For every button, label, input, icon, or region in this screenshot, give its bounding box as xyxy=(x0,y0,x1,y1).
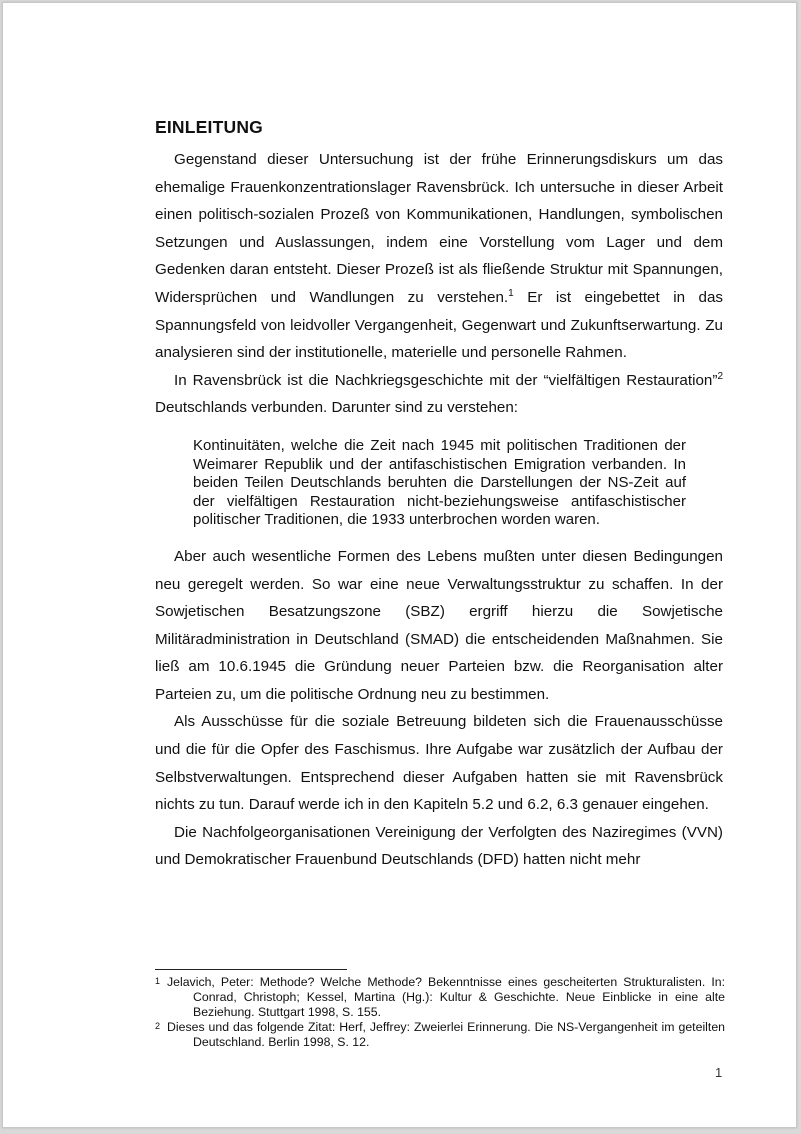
footnote-ref[interactable]: 1 xyxy=(508,287,514,299)
paragraph-text: Deutschlands verbunden. Darunter sind zu verstehen: xyxy=(155,399,519,417)
paragraph-restauration xyxy=(155,367,723,422)
footnote-text: Dieses und das folgende Zitat: Herf, Jeffrey: Zweierlei Erinnerung. Die NS-Vergangenheit im geteilten Deutschland. Berlin 1998, S. 12. xyxy=(167,1020,725,1049)
paragraph-nachfolge: Die Nachfolgeorganisationen Vereinigung der Verfolgten des Naziregimes (VVN) und Demokratischer Frauenbund Deutschlands (DFD) hatten nicht mehr xyxy=(155,823,723,869)
page-content xyxy=(155,117,723,874)
page-number: 1 xyxy=(715,1065,723,1080)
footnote-number: 2 xyxy=(155,1021,161,1031)
footnotes xyxy=(155,975,725,1050)
footnote xyxy=(155,1020,725,1050)
document-page xyxy=(2,2,797,1128)
paragraph-text: Gegenstand dieser Untersuchung ist der frühe Erinnerungsdiskurs um das ehemalige Frauenkonzentrationslager Ravensbrück. Ich untersuche in dieser Arbeit einen politisch-sozialen Prozeß von Kommunikationen, Handlungen, symbolischen Setzungen und Auslassungen, indem eine Vorstellung vom Lager und dem Gedenken daran entsteht. Dieser Prozeß ist als fließende Struktur mit Spannungen, Widersprüchen und Wandlungen zu verstehen. xyxy=(155,151,723,306)
paragraph-text: Er ist eingebettet in das Spannungsfeld von leidvoller Vergangenheit, Gegenwart und Zukunftserwartung. Zu analysieren sind der institutionelle, materielle und personelle Rahmen. xyxy=(155,288,723,362)
footnote-number: 1 xyxy=(155,976,161,986)
paragraph-ausschuesse: Als Ausschüsse für die soziale Betreuung bildeten sich die Frauenausschüsse und die für die Opfer des Faschismus. Ihre Aufgabe war zusätzlich der Aufbau der Selbstverwaltungen. Entsprechend dieser Aufgaben hatten sie mit Ravensbrück nichts zu tun. Darauf werde ich in den Kapiteln 5.2 und 6.2, 6.3 genauer eingehen. xyxy=(155,713,723,814)
paragraph-text: In Ravensbrück ist die Nachkriegsgeschichte mit der “vielfältigen Restauration” xyxy=(174,371,718,389)
footnote-ref[interactable]: 2 xyxy=(717,370,723,382)
paragraph-intro xyxy=(155,146,723,367)
footnote-separator xyxy=(155,969,347,970)
chapter-heading: EINLEITUNG xyxy=(155,117,263,137)
footnote xyxy=(155,975,725,1020)
block-quote: Kontinuitäten, welche die Zeit nach 1945 mit politischen Traditionen der Weimarer Republik und der antifaschistischen Emigration verbanden. In beiden Teilen Deutschlands beruhten die Darstellungen der NS-Zeit auf der vielfältigen Restauration nicht-beziehungsweise antifaschistischer politischer Traditionen, die 1933 unterbrochen worden waren. xyxy=(193,436,686,529)
footnote-text: Jelavich, Peter: Methode? Welche Methode? Bekenntnisse eines gescheiterten Strukturalisten. In: Conrad, Christoph; Kessel, Martina (Hg.): Kultur & Geschichte. Neue Einblicke in eine alte Beziehung. Stuttgart 1998, S. 155. xyxy=(167,975,725,1019)
paragraph-formen: Aber auch wesentliche Formen des Lebens mußten unter diesen Bedingungen neu geregelt werden. So war eine neue Verwaltungsstruktur zu schaffen. In der Sowjetischen Besatzungszone (SBZ) ergriff hierzu die Sowjetische Militäradministration in Deutschland (SMAD) die entscheidenden Maßnahmen. Sie ließ am 10.6.1945 die Gründung neuer Parteien bzw. die Reorganisation alter Parteien zu, um die politische Ordnung neu zu bestimmen. xyxy=(155,547,723,703)
